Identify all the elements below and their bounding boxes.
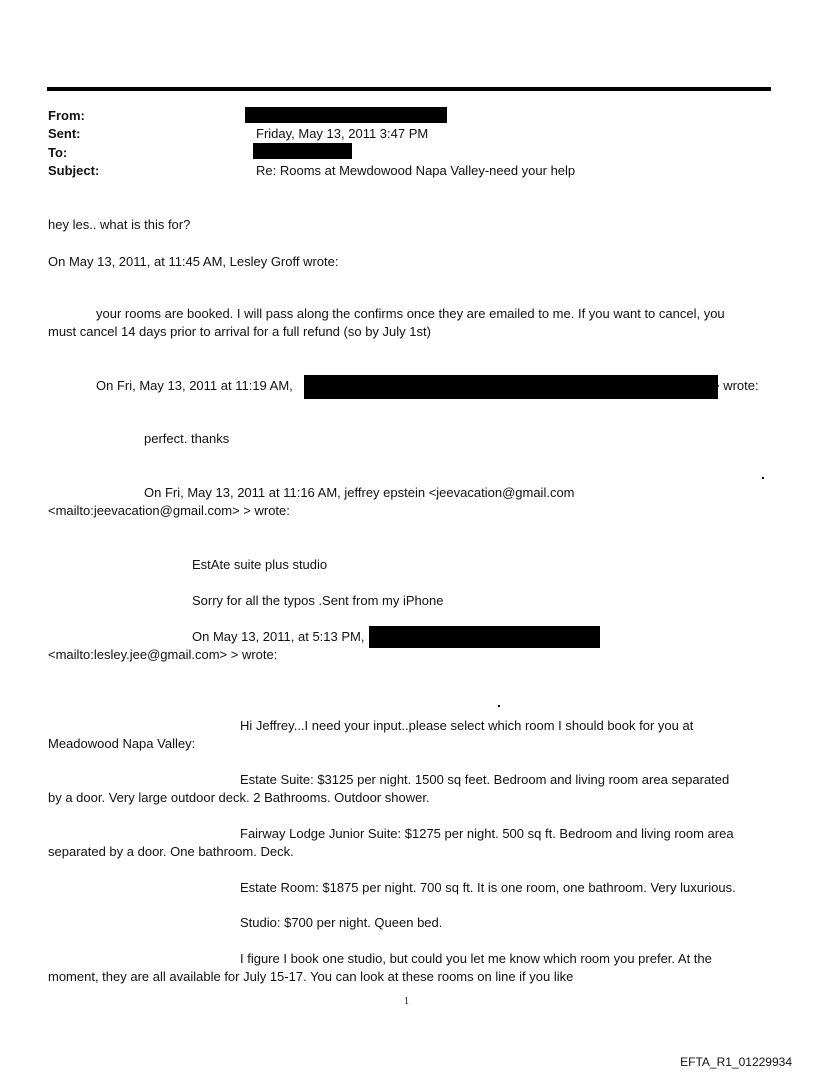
reply-line: hey les.. what is this for? xyxy=(48,217,191,232)
page-number: 1 xyxy=(404,996,409,1007)
fairway-line2: separated by a door. One bathroom. Deck. xyxy=(48,844,294,859)
studio-text: Studio: $700 per night. Queen bed. xyxy=(240,915,443,930)
estate-suite-line2: by a door. Very large outdoor deck. 2 Bathrooms. Outdoor shower. xyxy=(48,790,430,805)
figure-line1: I figure I book one studio, but could you let me know which room you prefer. At the xyxy=(240,951,712,966)
quote3-line1: On May 13, 2011, at 5:13 PM, xyxy=(192,629,365,644)
stray-dot-2 xyxy=(498,705,500,707)
quote2-line2: <mailto:jeevacation@gmail.com> > wrote: xyxy=(48,503,290,518)
document-id: EFTA_R1_01229934 xyxy=(680,1055,792,1069)
booked-text-line1: your rooms are booked. I will pass along the confirms once they are emailed to me. If you want to cancel, you xyxy=(96,306,725,321)
estate-room-text: Estate Room: $1875 per night. 700 sq ft. It is one room, one bathroom. Very luxurious. xyxy=(240,880,736,895)
header-rule xyxy=(47,87,771,91)
perfect-text: perfect. thanks xyxy=(144,431,230,446)
from-redaction xyxy=(245,107,447,123)
quote2-line1: On Fri, May 13, 2011 at 11:16 AM, jeffrey epstein <jeevacation@gmail.com xyxy=(144,485,575,500)
sent-value: Friday, May 13, 2011 3:47 PM xyxy=(256,126,429,141)
subject-label: Subject: xyxy=(48,163,100,178)
quote-intro-groff: On May 13, 2011, at 11:45 AM, Lesley Groff wrote: xyxy=(48,254,339,269)
figure-line2: moment, they are all available for July 15-17. You can look at these rooms on line if you like xyxy=(48,969,574,984)
typos-text: Sorry for all the typos .Sent from my iPhone xyxy=(192,593,444,608)
to-label: To: xyxy=(48,145,68,160)
quote1-redaction xyxy=(304,375,718,399)
estate-suite-line1: Estate Suite: $3125 per night. 1500 sq feet. Bedroom and living room area separated xyxy=(240,772,730,787)
estate-studio-text: EstAte suite plus studio xyxy=(192,557,328,572)
booked-text-line2: must cancel 14 days prior to arrival for a full refund (so by July 1st) xyxy=(48,324,431,339)
quote3-line2: <mailto:lesley.jee@gmail.com> > wrote: xyxy=(48,647,278,662)
quote1-prefix: On Fri, May 13, 2011 at 11:19 AM, xyxy=(96,378,293,393)
fairway-line1: Fairway Lodge Junior Suite: $1275 per night. 500 sq ft. Bedroom and living room area xyxy=(240,826,734,841)
from-label: From: xyxy=(48,108,85,123)
to-redaction xyxy=(253,143,352,159)
sent-label: Sent: xyxy=(48,126,81,141)
stray-dot xyxy=(762,477,764,479)
quote1-suffix: > wrote: xyxy=(712,378,759,393)
hi-text-line1: Hi Jeffrey...I need your input..please select which room I should book for you at xyxy=(240,718,694,733)
subject-value: Re: Rooms at Mewdowood Napa Valley-need your help xyxy=(256,163,576,178)
hi-text-line2: Meadowood Napa Valley: xyxy=(48,736,196,751)
quote3-redaction xyxy=(369,626,600,648)
